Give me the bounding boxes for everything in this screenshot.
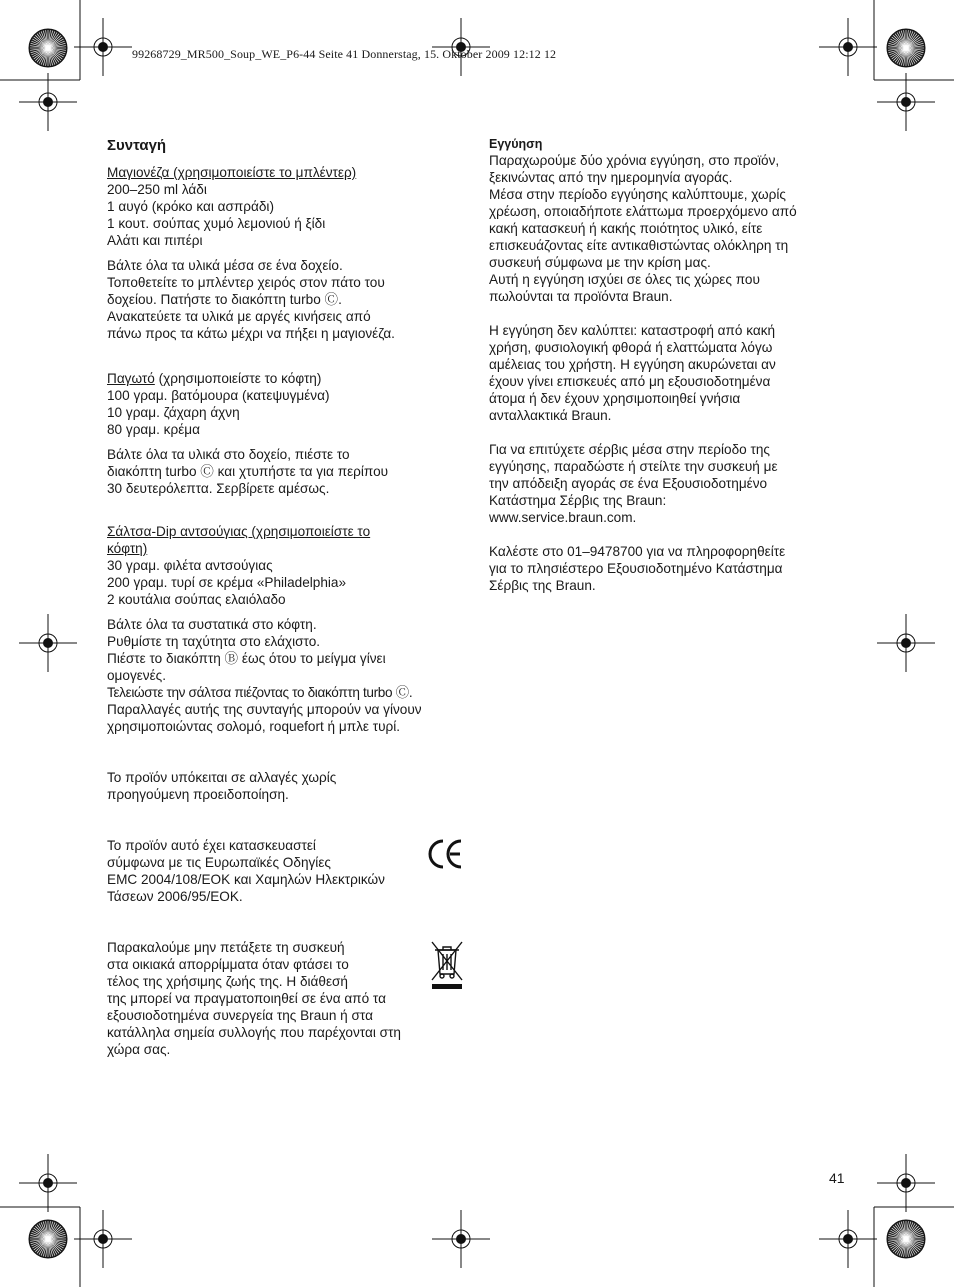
registration-mark-icon <box>877 1154 935 1212</box>
warranty-service: εγγύησης, παραδώστε ή στείλτε την συσκευή με <box>489 459 778 474</box>
change-notice: Το προϊόν υπόκειται σε αλλαγές χωρίς <box>107 770 337 785</box>
mayo-ingredient: 1 κουτ. σούπας χυμό λεμονιού ή ξίδι <box>107 216 326 231</box>
recipe-title: Συνταγή <box>107 137 167 154</box>
icecream-step: 30 δευτερόλεπτα. Σερβίρετε αμέσως. <box>107 481 330 496</box>
registration-mark-icon <box>19 1154 77 1212</box>
icecream-ingredient: 100 γραμ. βατόμουρα (κατεψυγμένα) <box>107 388 330 403</box>
crossed-bin-icon <box>430 940 464 990</box>
disposal-note: στα οικιακά απορρίμματα όταν φτάσει το <box>107 957 349 972</box>
ce-declaration: σύμφωνα με τις Ευρωπαϊκές Οδηγίες <box>107 855 331 870</box>
rosette-icon <box>29 29 67 67</box>
disposal-note: της μπορεί να πραγματοποιηθεί σε ένα από τα <box>107 991 386 1006</box>
mayo-heading: Μαγιονέζα (χρησιμοποιείστε το μπλέντερ) <box>107 165 357 180</box>
registration-mark-icon <box>74 1210 132 1268</box>
dip-ingredient: 2 κουτάλια σούπας ελαιόλαδο <box>107 592 286 607</box>
disposal-note: χώρα σας. <box>107 1042 171 1057</box>
rosette-icon <box>29 1220 67 1258</box>
mayo-ingredient: 200–250 ml λάδι <box>107 182 207 197</box>
disposal-note: Παρακαλούμε μην πετάξετε τη συσκευή <box>107 940 345 955</box>
warranty-text: πωλούνται τα προϊόντα Braun. <box>489 289 673 304</box>
dip-step: Πιέστε το διακόπτη Ⓑ έως ότου το μείγμα γίνει <box>107 651 386 666</box>
warranty-title: Εγγύηση <box>489 137 543 151</box>
registration-mark-icon <box>819 1210 877 1268</box>
registration-mark-icon <box>877 614 935 672</box>
disposal-note: εξουσιοδοτημένα συνεργεία της Braun ή στα <box>107 1008 373 1023</box>
registration-mark-icon <box>19 614 77 672</box>
warranty-exclusions: χρήση, φυσιολογική φθορά ή ελαττώματα λόγω <box>489 340 773 355</box>
service-url: www.service.braun.com. <box>489 510 637 525</box>
mayo-step: Βάλτε όλα τα υλικά μέσα σε ένα δοχείο. <box>107 258 343 273</box>
warranty-text: ξεκινώντας από την ημερομηνία αγοράς. <box>489 170 733 185</box>
warranty-exclusions: άτομα ή δεν έχουν χρησιμοποιηθεί γνήσια <box>489 391 741 406</box>
warranty-text: επισκευάζοντας είτε αντικαθιστώντας ολόκληρη τη <box>489 238 789 253</box>
change-notice: προηγούμενη προειδοποίηση. <box>107 787 289 802</box>
dip-heading: κόφτη) <box>107 541 148 556</box>
mayo-ingredient: 1 αυγό (κρόκο και ασπράδι) <box>107 199 274 214</box>
warranty-service: Κατάστημα Σέρβις της Braun: <box>489 493 667 508</box>
registration-mark-icon <box>19 73 77 131</box>
icecream-heading <box>107 370 467 387</box>
dip-step: Παραλλαγές αυτής της συνταγής μπορούν να γίνουν <box>107 702 422 717</box>
page-number: 41 <box>829 1170 845 1186</box>
ce-declaration: EMC 2004/108/ΕΟΚ και Χαμηλών Ηλεκτρικών <box>107 872 385 887</box>
warranty-exclusions: ανταλλακτικά Braun. <box>489 408 612 423</box>
dip-step: χρησιμοποιώντας σολομό, roquefort ή μπλε τυρί. <box>107 719 401 734</box>
mayo-ingredient: Αλάτι και πιπέρι <box>107 233 203 248</box>
icecream-step: Βάλτε όλα τα υλικά στο δοχείο, πιέστε το <box>107 447 350 462</box>
warranty-service: την απόδειξη αγοράς σε ένα Εξουσιοδοτημένο <box>489 476 768 491</box>
warranty-service: Για να επιτύχετε σέρβις μέσα στην περίοδο της <box>489 442 770 457</box>
mayo-step: Τοποθετείτε το μπλέντερ χειρός στον πάτο του <box>107 275 385 290</box>
warranty-phone: Καλέστε στο 01–9478700 για να πληροφορηθείτε <box>489 544 786 559</box>
registration-mark-icon <box>819 18 877 76</box>
dip-ingredient: 30 γραμ. φιλέτα αντσούγιας <box>107 558 273 573</box>
mayo-step: δοχείου. Πατήστε το διακόπτη turbo Ⓒ. <box>107 292 342 307</box>
right-column <box>489 137 849 594</box>
ce-declaration: Τάσεων 2006/95/ΕΟΚ. <box>107 889 243 904</box>
dip-ingredient: 200 γραμ. τυρί σε κρέμα «Philadelphia» <box>107 575 347 590</box>
warranty-text: Παραχωρούμε δύο χρόνια εγγύηση, στο προϊόν, <box>489 153 780 168</box>
registration-mark-icon <box>74 18 132 76</box>
warranty-text: Μέσα στην περίοδο εγγύησης καλύπτουμε, χωρίς <box>489 187 786 202</box>
registration-mark-icon <box>877 73 935 131</box>
warranty-text: χρέωση, οποιαδήποτε ελάττωμα προερχόμενο από <box>489 204 797 219</box>
disposal-note: κατάλληλα σημεία συλλογής που παρέχονται στη <box>107 1025 401 1040</box>
warranty-exclusions: έχουν γίνει επισκευές από μη εξουσιοδοτημένα <box>489 374 771 389</box>
dip-step: Τελειώστε την σάλτσα πιέζοντας το διακόπτη turbo Ⓒ. <box>107 685 413 700</box>
rosette-icon <box>887 29 925 67</box>
icecream-step: διακόπτη turbo Ⓒ και χτυπήστε τα για περίπου <box>107 464 389 479</box>
dip-step: Ρυθμίστε τη ταχύτητα στο ελάχιστο. <box>107 634 321 649</box>
disposal-note: τέλος της χρήσιμης ζωής της. Η διάθεσή <box>107 974 348 989</box>
icecream-ingredient: 80 γραμ. κρέμα <box>107 422 200 437</box>
mayo-step: πάνω προς τα κάτω μέχρι να πήξει η μαγιονέζα. <box>107 326 395 341</box>
ce-declaration: Το προϊόν αυτό έχει κατασκευαστεί <box>107 838 316 853</box>
warranty-phone: για το πλησιέστερο Εξουσιοδοτημένο Κατάστημα <box>489 561 783 576</box>
dip-heading: Σάλτσα-Dip αντσούγιας (χρησιμοποιείστε το <box>107 524 371 539</box>
icecream-heading-note: (χρησιμοποιείστε το κόφτη) <box>154 371 322 386</box>
rosette-icon <box>887 1220 925 1258</box>
dip-step: Βάλτε όλα τα συστατικά στο κόφτη. <box>107 617 317 632</box>
mayo-step: Ανακατεύετε τα υλικά με αργές κινήσεις από <box>107 309 371 324</box>
warranty-exclusions: αμέλειας του χρήστη. Η εγγύηση ακυρώνεται αν <box>489 357 776 372</box>
left-column <box>107 137 467 1058</box>
dip-step: ομογενές. <box>107 668 166 683</box>
warranty-text: κακή κατασκευή ή κακής ποιότητος υλικό, είτε <box>489 221 763 236</box>
warranty-text: συσκευή σύμφωνα με την κρίση μας. <box>489 255 711 270</box>
ce-mark-icon <box>428 837 464 871</box>
warranty-phone: Σέρβις της Braun. <box>489 578 596 593</box>
warranty-text: Αυτή η εγγύηση ισχύει σε όλες τις χώρες που <box>489 272 760 287</box>
print-header: 99268729_MR500_Soup_WE_P6-44 Seite 41 Donnerstag, 15. Oktober 2009 12:12 12 <box>132 47 557 61</box>
warranty-exclusions: Η εγγύηση δεν καλύπτει: καταστροφή από κακή <box>489 323 776 338</box>
registration-mark-icon <box>432 1210 490 1268</box>
icecream-ingredient: 10 γραμ. ζάχαρη άχνη <box>107 405 240 420</box>
icecream-heading-name: Παγωτό <box>107 371 155 386</box>
